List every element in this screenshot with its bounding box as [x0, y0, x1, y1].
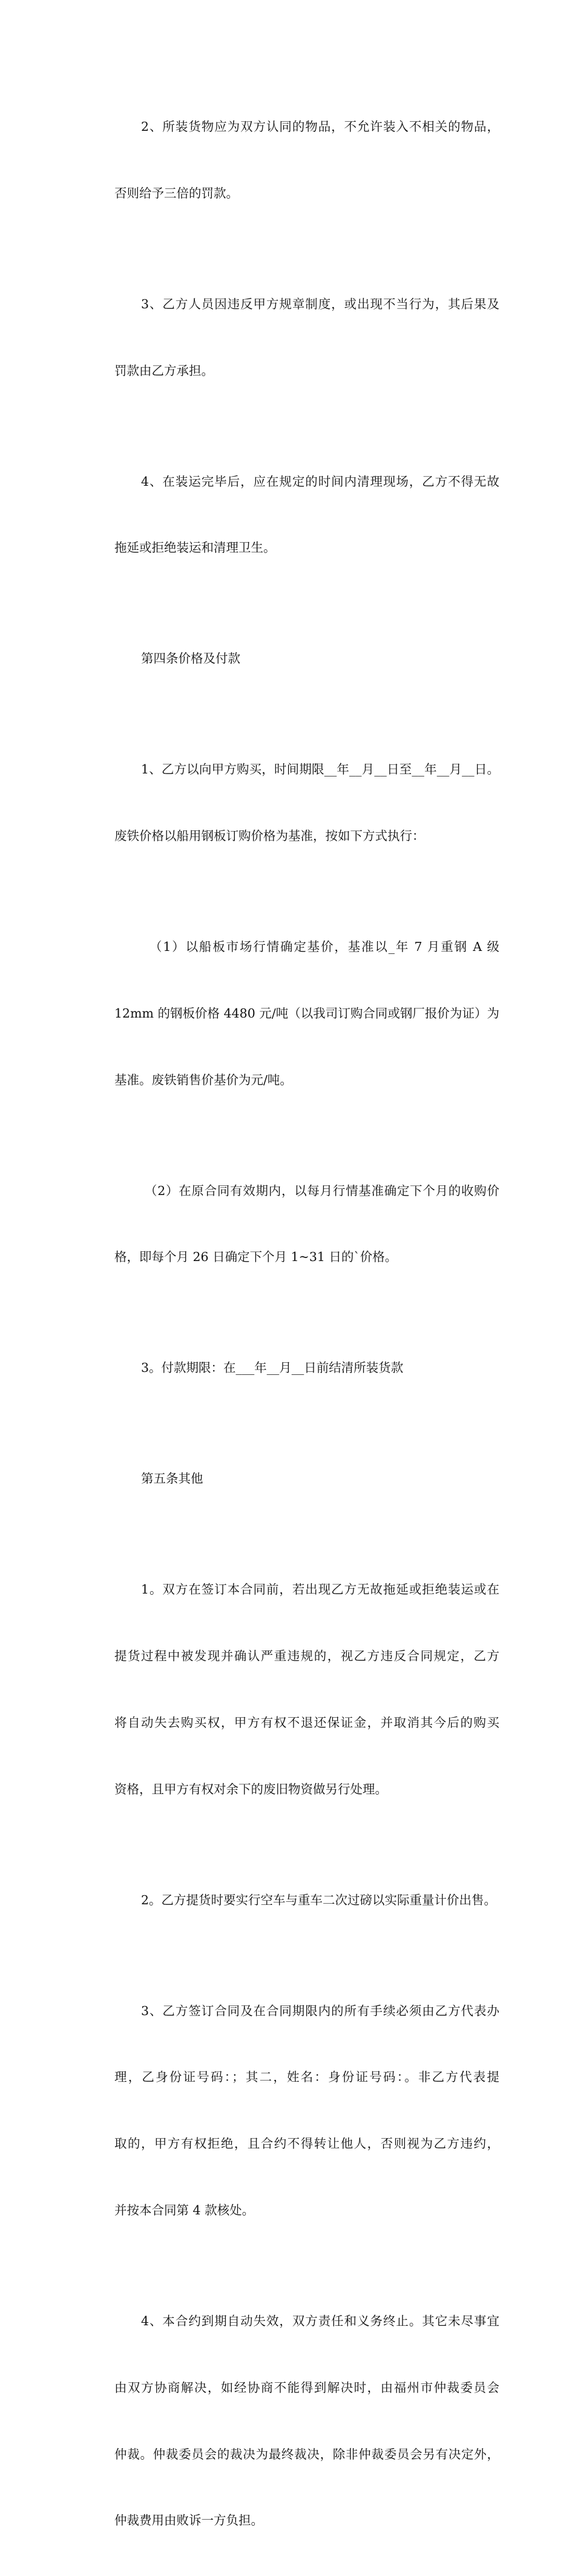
section-heading-article-5 — [88, 1423, 499, 1534]
paragraph-clause-4-1-2 — [88, 1136, 499, 1313]
section-heading-article-4 — [88, 603, 499, 714]
text-line: （1）以船板市场行情确定基价，基准以_年 7 月重钢 A 级 — [150, 939, 499, 955]
paragraph-clause-5-3 — [88, 1955, 499, 2265]
text-line: 废铁价格以船用钢板订购价格为基准，按如下方式执行： — [114, 829, 425, 844]
text-line: （2）在原合同有效期内，以每月行情基准确定下个月的收购价 — [145, 1183, 499, 1198]
text-line: 基准。废铁销售价基价为元/吨。 — [114, 1072, 292, 1087]
text-line: 仲裁。仲裁委员会的裁决为最终裁决，除非仲裁委员会另有决定外， — [114, 2446, 499, 2462]
text-line: 取的，甲方有权拒绝，且合约不得转让他人，否则视为乙方违约， — [114, 2136, 499, 2151]
text-line: 3、乙方签订合同及在合同期限内的所有手续必须由乙方代表办 — [141, 2003, 499, 2018]
text-line: 仲裁费用由败诉一方负担。 — [114, 2513, 263, 2528]
section-heading-text: 第五条其他 — [141, 1471, 203, 1486]
text-line: 2、所装货物应为双方认同的物品，不允许装入不相关的物品， — [141, 119, 499, 134]
paragraph-clause-4-3 — [88, 1313, 499, 1423]
paragraph-clause-3-3 — [88, 249, 499, 426]
paragraph-clause-3-2 — [88, 71, 499, 249]
text-line: 3、乙方人员因违反甲方规章制度，或出现不当行为，其后果及 — [141, 296, 499, 311]
text-line: 4、在装运完毕后，应在规定的时间内清理现场，乙方不得无故 — [141, 474, 499, 489]
paragraph-clause-5-1 — [88, 1534, 499, 1844]
text-line: 将自动失去购买权，甲方有权不退还保证金，并取消其今后的购买 — [114, 1715, 499, 1730]
text-line: 资格，且甲方有权对余下的废旧物资做另行处理。 — [114, 1781, 387, 1796]
document-body — [88, 71, 499, 2576]
text-line: 2。乙方提货时要实行空车与重车二次过磅以实际重量计价出售。 — [141, 1892, 497, 1907]
text-line: 1、乙方以向甲方购买，时间期限__年__月__日至__年__月__日。 — [141, 762, 499, 777]
paragraph-clause-4-1-1 — [88, 892, 499, 1136]
text-line: 罚款由乙方承担。 — [114, 363, 214, 378]
paragraph-clause-3-4 — [88, 426, 499, 604]
section-heading-text: 第四条价格及付款 — [141, 651, 240, 666]
paragraph-clause-5-4 — [88, 2266, 499, 2576]
text-line: 3。付款期限：在___年__月__日前结清所装货款 — [141, 1360, 404, 1376]
text-line: 并按本合同第 4 款核处。 — [114, 2203, 255, 2217]
text-line: 拖延或拒绝装运和清理卫生。 — [114, 540, 276, 555]
text-line: 4、本合约到期自动失效，双方责任和义务终止。其它未尽事宜 — [141, 2313, 499, 2328]
text-line: 格，即每个月 26 日确定下个月 1~31 日的`价格。 — [114, 1250, 398, 1265]
text-line: 1。双方在签订本合同前，若出现乙方无故拖延或拒绝装运或在 — [141, 1582, 499, 1597]
text-line: 理，乙身份证号码：；其二，姓名：身份证号码：。非乙方代表提 — [114, 2070, 499, 2085]
paragraph-clause-5-2 — [88, 1845, 499, 1956]
text-line: 由双方协商解决，如经协商不能得到解决时，由福州市仲裁委员会 — [114, 2380, 499, 2395]
text-line: 12mm 的钢板价格 4480 元/吨（以我司订购合同或钢厂报价为证）为 — [114, 1005, 499, 1021]
text-line: 提货过程中被发现并确认严重违规的，视乙方违反合同规定，乙方 — [114, 1649, 499, 1664]
text-line: 否则给予三倍的罚款。 — [114, 185, 238, 200]
paragraph-clause-4-1 — [88, 714, 499, 892]
